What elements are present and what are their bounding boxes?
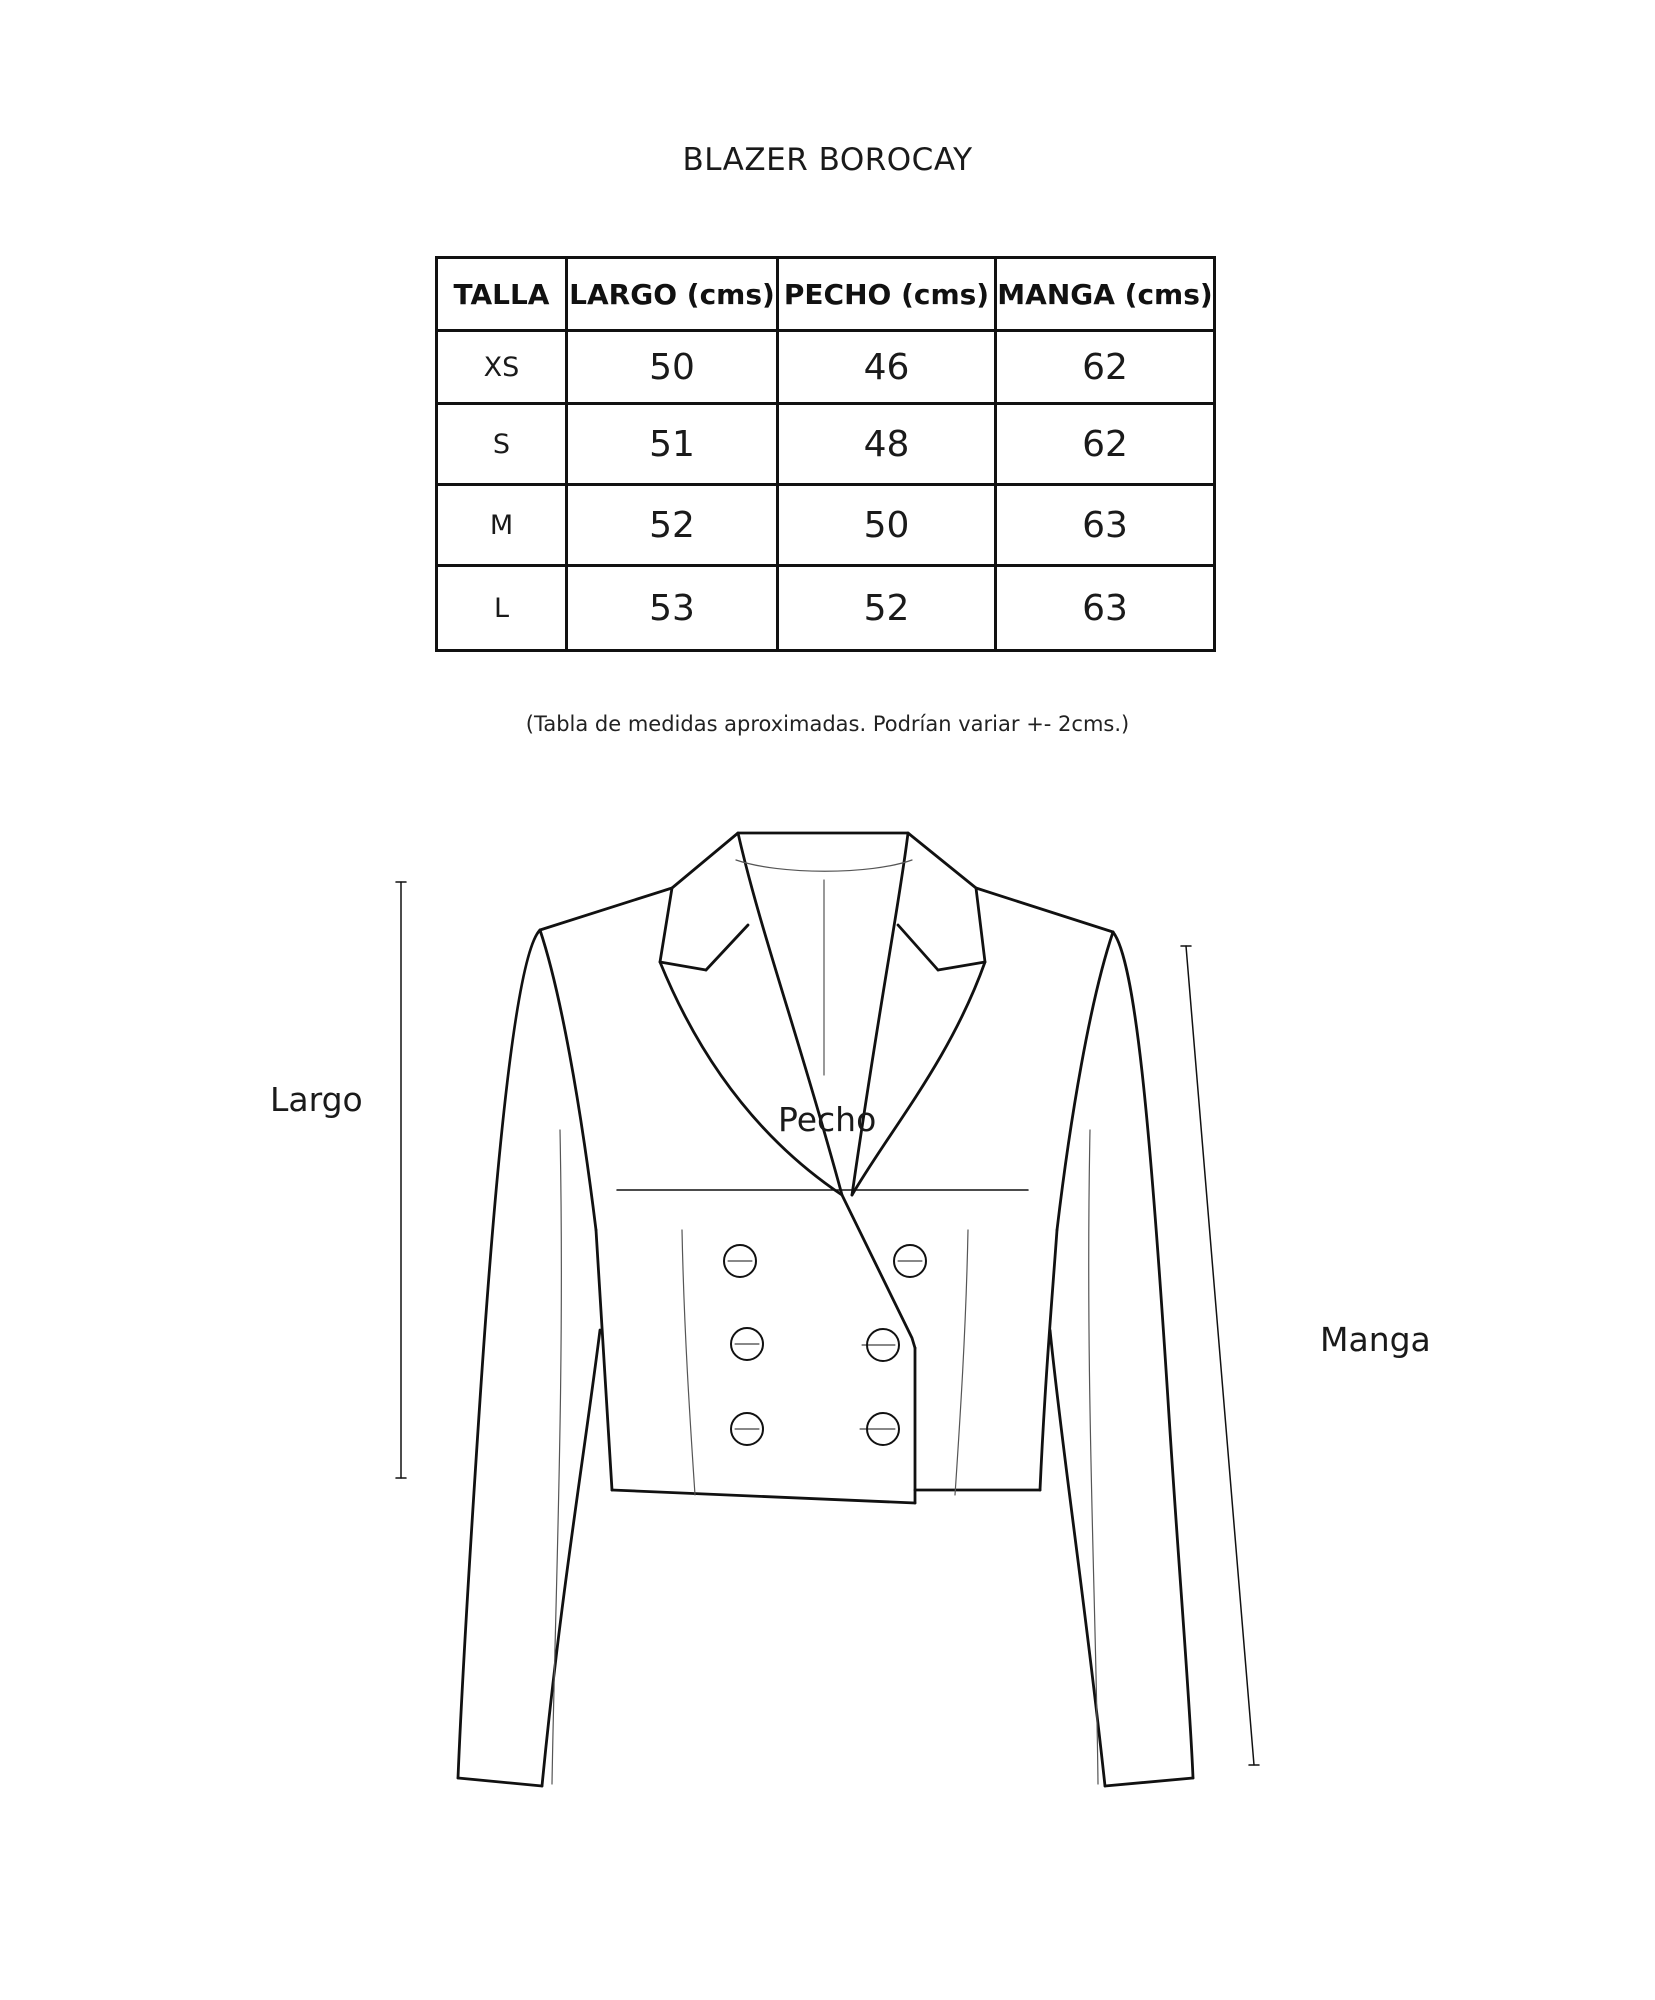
- largo-cell: 50: [567, 331, 778, 404]
- pecho-cell: 46: [778, 331, 996, 404]
- label-largo: Largo: [270, 1080, 363, 1119]
- largo-cell: 51: [567, 404, 778, 485]
- pecho-cell: 50: [778, 485, 996, 566]
- largo-measure-line: [396, 882, 406, 1478]
- jacket-inner-lines: [552, 860, 1098, 1784]
- manga-cell: 62: [996, 331, 1215, 404]
- manga-measure-line: [1181, 946, 1259, 1765]
- header-manga: MANGA (cms): [996, 258, 1215, 331]
- size-cell: S: [437, 404, 567, 485]
- pecho-cell: 52: [778, 566, 996, 651]
- page-title: BLAZER BOROCAY: [682, 142, 973, 178]
- size-cell: M: [437, 485, 567, 566]
- manga-cell: 63: [996, 566, 1215, 651]
- label-pecho: Pecho: [778, 1100, 877, 1139]
- header-largo: LARGO (cms): [567, 258, 778, 331]
- header-talla: TALLA: [437, 258, 567, 331]
- largo-cell: 53: [567, 566, 778, 651]
- manga-cell: 63: [996, 485, 1215, 566]
- header-pecho: PECHO (cms): [778, 258, 996, 331]
- jacket-buttons: [724, 1245, 926, 1445]
- label-manga: Manga: [1320, 1320, 1431, 1359]
- jacket-body: [458, 833, 1193, 1786]
- size-cell: XS: [437, 331, 567, 404]
- pecho-cell: 48: [778, 404, 996, 485]
- manga-cell: 62: [996, 404, 1215, 485]
- largo-cell: 52: [567, 485, 778, 566]
- measurement-note: (Tabla de medidas aproximadas. Podrían variar +- 2cms.): [525, 712, 1130, 736]
- size-cell: L: [437, 566, 567, 651]
